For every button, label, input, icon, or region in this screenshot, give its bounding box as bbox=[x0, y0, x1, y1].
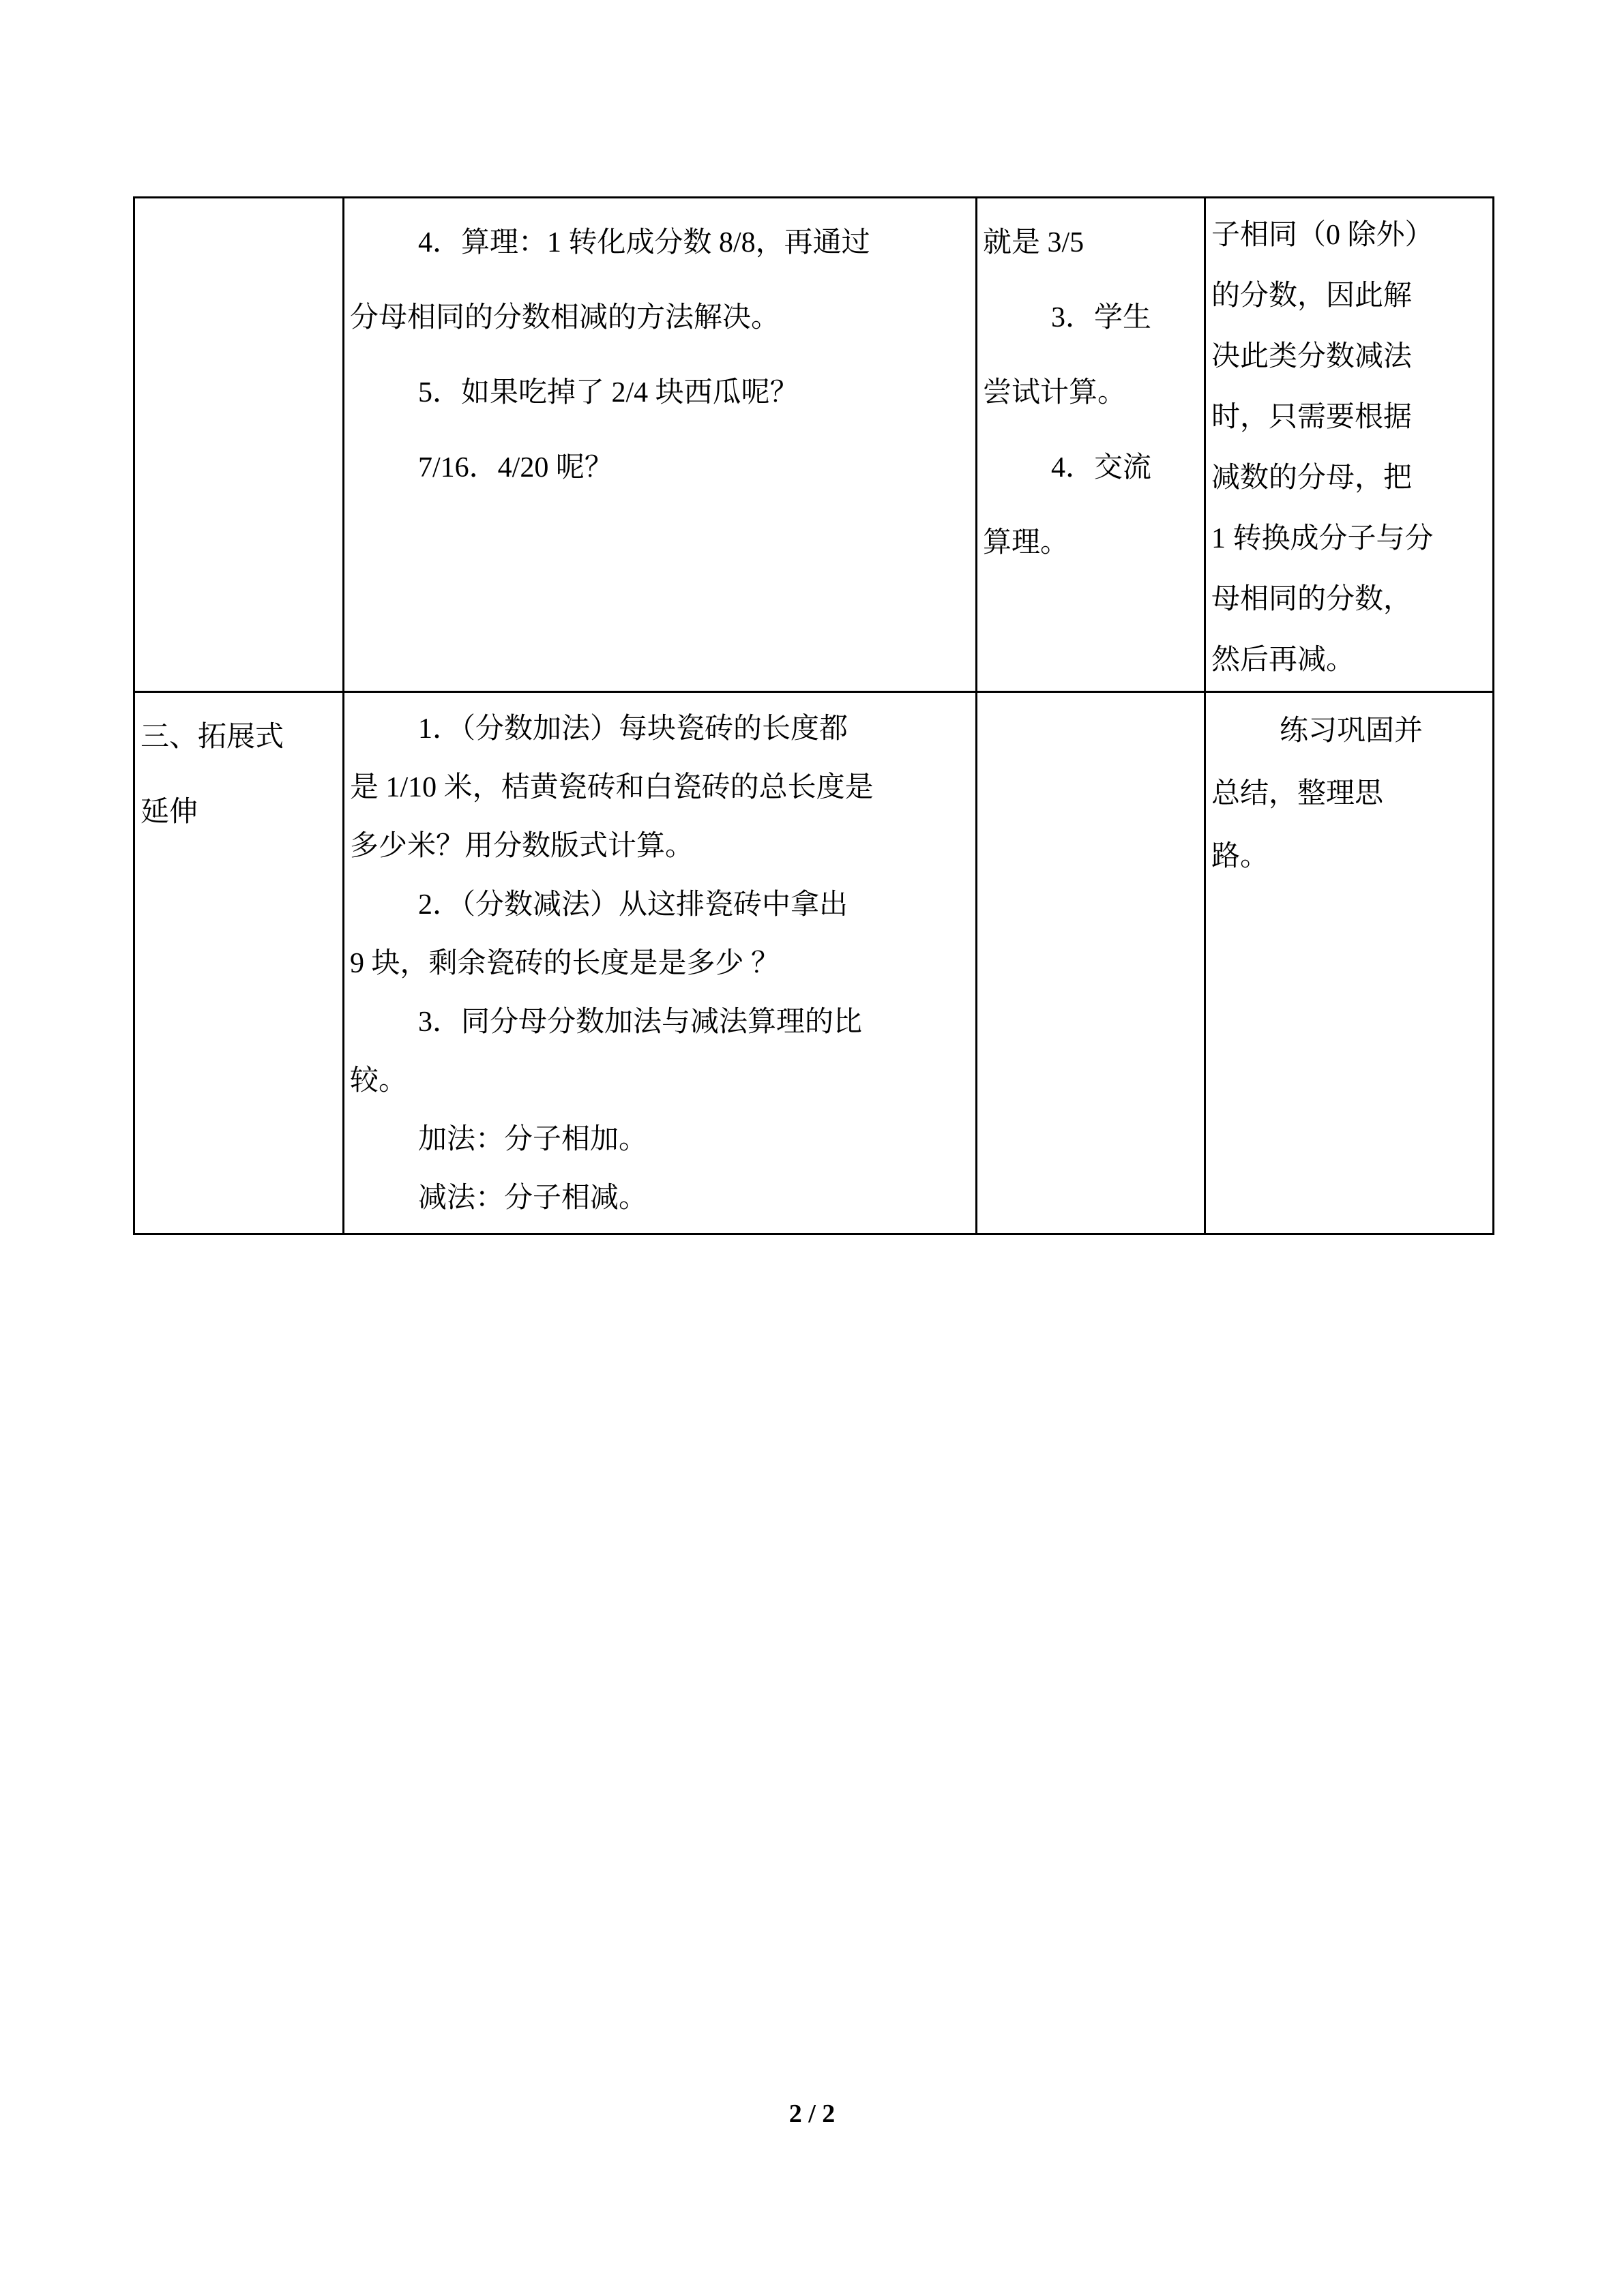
text-line: 然后再减。 bbox=[1211, 644, 1355, 676]
text-line: 母相同的分数， bbox=[1211, 584, 1413, 615]
text-line: 时，只需要根据 bbox=[1211, 402, 1413, 433]
text-line: 1 转换成分子与分 bbox=[1211, 523, 1434, 554]
student-activity-cell bbox=[977, 198, 1205, 692]
page-number: 2 / 2 bbox=[788, 2100, 836, 2128]
text-line: 7/16．4/20 呢？ bbox=[418, 452, 613, 483]
text-line: 5．如果吃掉了 2/4 块西瓜呢？ bbox=[418, 377, 799, 408]
text-line: 4．算理：1 转化成分数 8/8，再通过 bbox=[418, 227, 870, 258]
text-line: 减法：分子相减。 bbox=[418, 1182, 648, 1214]
stage-cell bbox=[134, 198, 344, 692]
text-line: 分母相同的分数相减的方法解决。 bbox=[350, 302, 780, 333]
text-line: 三、拓展式 bbox=[141, 721, 284, 753]
text-line: 2．（分数减法）从这排瓷砖中拿出 bbox=[418, 889, 848, 921]
table-row bbox=[134, 692, 1494, 1234]
text-line: 4．交流 bbox=[1051, 452, 1152, 483]
text-line: 尝试计算。 bbox=[983, 377, 1127, 408]
text-line: 总结，整理思 bbox=[1211, 778, 1384, 809]
text-line: 路。 bbox=[1211, 841, 1269, 872]
text-line: 决此类分数减法 bbox=[1211, 341, 1413, 372]
text-line: 练习巩固并 bbox=[1280, 715, 1423, 747]
text-line: 算理。 bbox=[983, 527, 1069, 558]
lesson-plan-table bbox=[133, 196, 1494, 1235]
text-line: 3．同分母分数加法与减法算理的比 bbox=[418, 1007, 863, 1038]
text-line: 的分数，因此解 bbox=[1211, 280, 1413, 312]
text-line: 9 块，剩余瓷砖的长度是是多少 ？ bbox=[350, 948, 780, 979]
text-line: 较。 bbox=[350, 1065, 408, 1097]
text-line: 子相同（0 除外） bbox=[1211, 220, 1434, 251]
student-activity-cell bbox=[977, 692, 1205, 1234]
table-row bbox=[134, 198, 1494, 692]
text-line: 减数的分母，把 bbox=[1211, 462, 1413, 494]
text-line: 3．学生 bbox=[1051, 302, 1152, 333]
text-line: 1．（分数加法）每块瓷砖的长度都 bbox=[418, 713, 848, 745]
teacher-activity-cell bbox=[344, 692, 977, 1234]
design-intent-cell bbox=[1205, 198, 1494, 692]
text-line: 多少米？用分数版式计算。 bbox=[350, 831, 694, 862]
teacher-activity-cell bbox=[344, 198, 977, 692]
text-line: 延伸 bbox=[141, 796, 198, 828]
text-line: 就是 3/5 bbox=[983, 227, 1084, 258]
design-intent-cell bbox=[1205, 692, 1494, 1234]
stage-cell bbox=[134, 692, 344, 1234]
text-line: 加法：分子相加。 bbox=[418, 1124, 648, 1155]
text-line: 是 1/10 米，桔黄瓷砖和白瓷砖的总长度是 bbox=[350, 772, 874, 803]
